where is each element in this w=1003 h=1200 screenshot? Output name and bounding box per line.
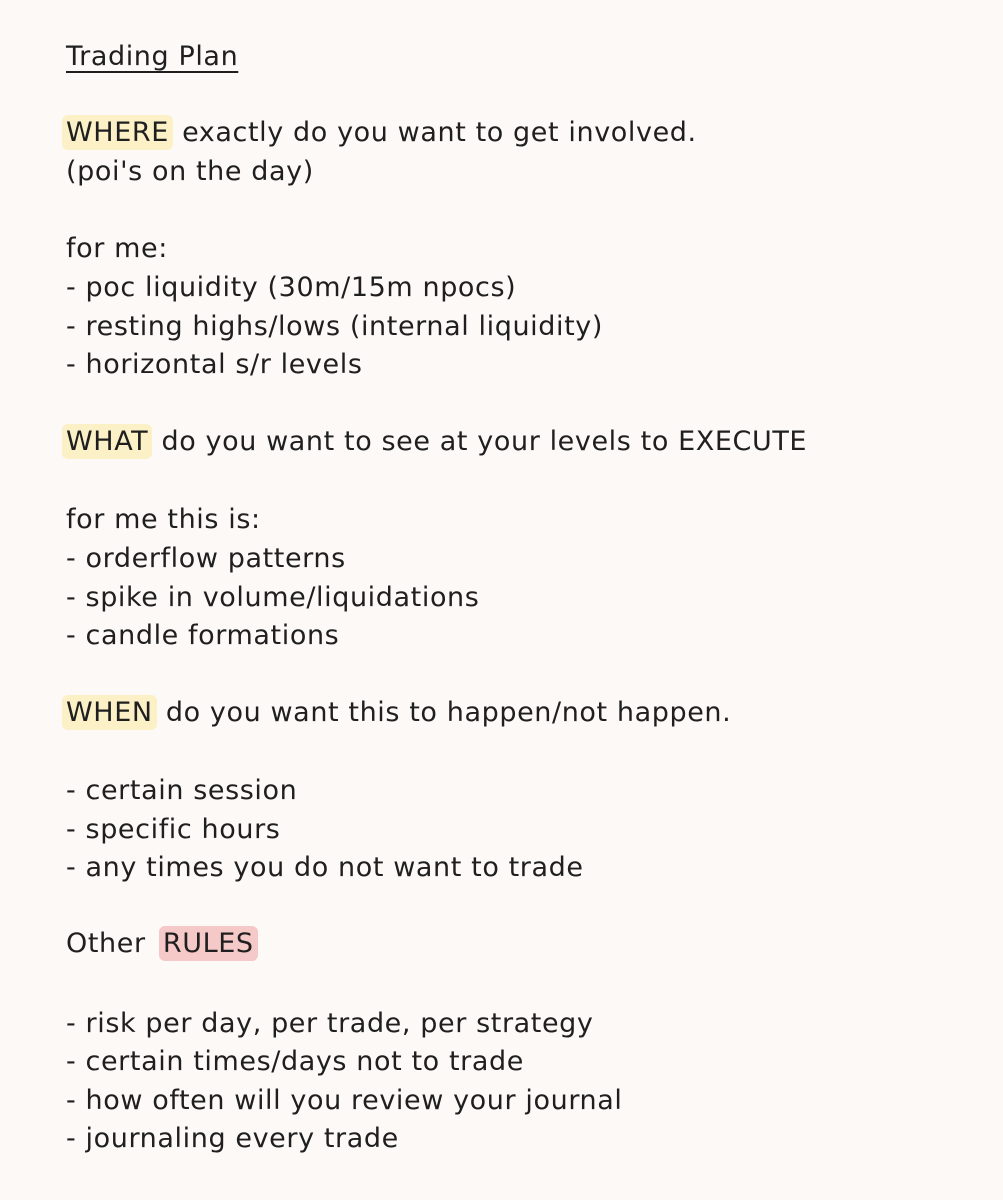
where-heading-text: exactly do you want to get involved. bbox=[172, 117, 697, 148]
list-item: - risk per day, per trade, per strategy bbox=[66, 1008, 594, 1039]
where-keyword: WHERE bbox=[62, 115, 173, 150]
list-item: - resting highs/lows (internal liquidity) bbox=[66, 311, 604, 342]
list-item: - certain times/days not to trade bbox=[66, 1046, 524, 1077]
what-intro: for me this is: bbox=[66, 504, 261, 535]
where-sub: (poi's on the day) bbox=[66, 156, 314, 187]
when-heading-text: do you want this to happen/not happen. bbox=[156, 697, 732, 728]
rules-heading bbox=[66, 927, 258, 961]
when-keyword: WHEN bbox=[62, 695, 157, 730]
list-item: - orderflow patterns bbox=[66, 543, 346, 574]
list-item: - how often will you review your journal bbox=[66, 1085, 623, 1116]
list-item: - horizontal s/r levels bbox=[66, 349, 363, 380]
list-item: - candle formations bbox=[66, 620, 340, 651]
what-heading-text: do you want to see at your levels to EXECUTE bbox=[152, 426, 808, 457]
note-title: Trading Plan bbox=[66, 41, 239, 72]
list-item: - specific hours bbox=[66, 814, 281, 845]
rules-heading-text: Other bbox=[66, 928, 155, 959]
list-item: - spike in volume/liquidations bbox=[66, 582, 480, 613]
where-heading bbox=[66, 116, 697, 150]
list-item: - poc liquidity (30m/15m npocs) bbox=[66, 272, 517, 303]
what-heading bbox=[66, 425, 807, 459]
list-item: - any times you do not want to trade bbox=[66, 852, 584, 883]
what-keyword: WHAT bbox=[62, 424, 152, 459]
list-item: - journaling every trade bbox=[66, 1123, 399, 1154]
when-heading bbox=[66, 696, 731, 730]
list-item: - certain session bbox=[66, 775, 298, 806]
where-intro: for me: bbox=[66, 233, 168, 264]
rules-keyword: RULES bbox=[159, 926, 258, 961]
